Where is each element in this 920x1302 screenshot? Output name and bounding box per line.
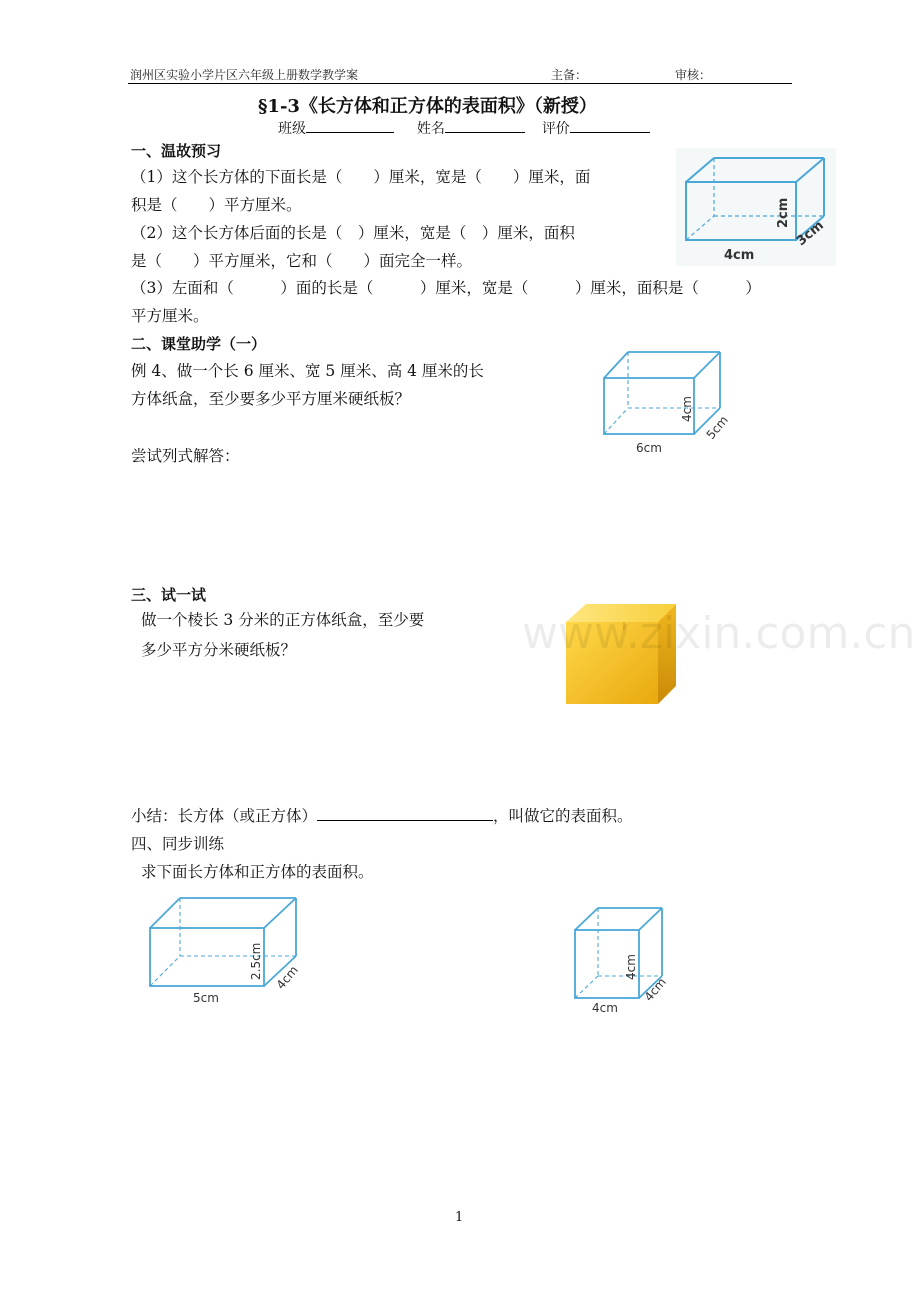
summary-blank[interactable]: [317, 806, 493, 821]
class-label: 班级: [278, 121, 306, 137]
fig4-width-label: 4cm: [641, 975, 669, 1004]
fig4-height-label: 4cm: [624, 954, 638, 980]
q2-line2: 是（ ）平方厘米，它和（ ）面完全一样。: [131, 252, 473, 270]
fig4-length-label: 4cm: [592, 1001, 618, 1015]
section3-line1: 做一个棱长 3 分米的正方体纸盒，至少要: [141, 611, 425, 629]
summary-suffix: ，叫做它的表面积。: [493, 807, 633, 825]
info-line: [278, 118, 650, 138]
cuboid-figure-2: [598, 346, 738, 458]
watermark: www.zixin.com.cn: [522, 608, 916, 659]
summary-prefix: 小结：长方体（或正方体）: [131, 807, 318, 825]
name-blank[interactable]: [445, 118, 525, 133]
section3-line2: 多少平方分米硬纸板？: [141, 641, 297, 659]
summary-line: [131, 802, 633, 830]
q1-line1: （1）这个长方体的下面长是（ ）厘米，宽是（ ）厘米，面: [131, 168, 591, 186]
fig2-length-label: 6cm: [636, 441, 662, 455]
fig3-height-label: 2.5cm: [249, 942, 263, 980]
page-title: §1-3《长方体和正方体的表面积》（新授）: [258, 96, 597, 117]
example-line1: 例 4、做一个长 6 厘米、宽 5 厘米、高 4 厘米的长: [131, 362, 484, 380]
eval-blank[interactable]: [570, 118, 650, 133]
section1-heading: 一、温故预习: [131, 142, 222, 160]
q3-line2: 平方厘米。: [131, 307, 209, 325]
try-label: 尝试列式解答：: [131, 447, 240, 465]
example-line2: 方体纸盒，至少要多少平方厘米硬纸板？: [131, 390, 411, 408]
header-school: 润州区实验小学片区六年级上册数学教学案: [130, 68, 359, 82]
cube-figure-4: [570, 902, 680, 1020]
fig2-width-label: 5cm: [703, 413, 731, 442]
header-author-label: 主备：: [551, 68, 588, 82]
eval-label: 评价: [541, 121, 570, 137]
section4-instruction: 求下面长方体和正方体的表面积。: [141, 863, 374, 881]
q1-line2: 积是（ ）平方厘米。: [131, 196, 302, 214]
cuboid-figure-3: [144, 890, 304, 1008]
section2-heading: 二、课堂助学（一）: [131, 335, 267, 353]
cuboid-figure-1: [676, 148, 836, 266]
header-rule: [128, 83, 792, 84]
q2-line1: （2）这个长方体后面的长是（ ）厘米，宽是（ ）厘米，面积: [131, 224, 575, 242]
q3-line1: （3）左面和（ ）面的长是（ ）厘米，宽是（ ）厘米，面积是（ ）: [131, 279, 761, 297]
fig3-width-label: 4cm: [273, 963, 301, 992]
fig1-length-label: 4cm: [724, 248, 755, 263]
section4-heading: 四、同步训练: [131, 835, 225, 853]
page-number: 1: [455, 1210, 464, 1225]
header-reviewer-label: 审核：: [675, 68, 712, 82]
section3-heading: 三、试一试: [131, 586, 207, 604]
fig3-length-label: 5cm: [193, 991, 219, 1005]
fig1-width-label: 3cm: [793, 218, 827, 250]
name-label: 姓名: [416, 121, 445, 137]
fig1-height-label: 2cm: [776, 197, 791, 228]
class-blank[interactable]: [306, 118, 394, 133]
fig2-height-label: 4cm: [680, 396, 694, 422]
